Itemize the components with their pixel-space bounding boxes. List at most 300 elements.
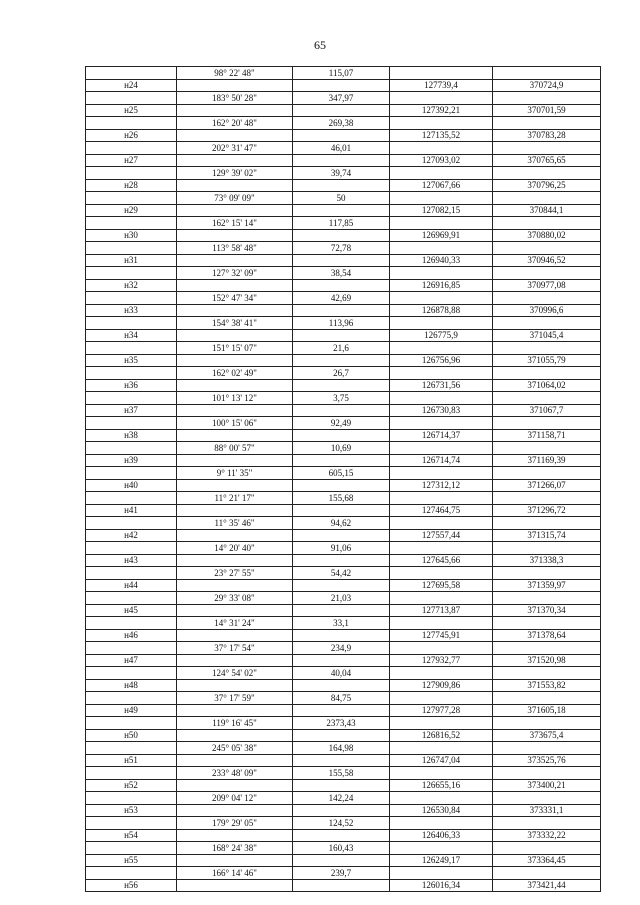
direction-angle-cell: 162° 02' 49" — [177, 367, 293, 380]
direction-angle-cell — [177, 79, 293, 92]
point-name-cell — [86, 467, 177, 480]
x-coordinate-cell — [390, 792, 493, 805]
y-coordinate-cell: 371169,39 — [493, 454, 601, 467]
point-name-cell: н40 — [86, 479, 177, 492]
direction-angle-cell: 179° 29' 05" — [177, 817, 293, 830]
x-coordinate-cell — [390, 92, 493, 105]
y-coordinate-cell: 373675,4 — [493, 729, 601, 742]
x-coordinate-cell — [390, 842, 493, 855]
table-row — [86, 567, 601, 580]
point-name-cell: н25 — [86, 104, 177, 117]
table-row — [86, 792, 601, 805]
y-coordinate-cell — [493, 867, 601, 880]
y-coordinate-cell — [493, 142, 601, 155]
table-row — [86, 617, 601, 630]
x-coordinate-cell: 126406,33 — [390, 829, 493, 842]
point-name-cell: н45 — [86, 604, 177, 617]
x-coordinate-cell: 126878,88 — [390, 304, 493, 317]
y-coordinate-cell — [493, 217, 601, 230]
direction-angle-cell: 9° 11' 35" — [177, 467, 293, 480]
x-coordinate-cell: 127739,4 — [390, 79, 493, 92]
y-coordinate-cell: 371045,4 — [493, 329, 601, 342]
x-coordinate-cell — [390, 567, 493, 580]
point-name-cell — [86, 567, 177, 580]
point-name-cell — [86, 867, 177, 880]
distance-cell: 124,52 — [293, 817, 390, 830]
direction-angle-cell: 100° 15' 06" — [177, 417, 293, 430]
y-coordinate-cell: 373400,21 — [493, 779, 601, 792]
point-name-cell — [86, 117, 177, 130]
direction-angle-cell — [177, 329, 293, 342]
direction-angle-cell — [177, 254, 293, 267]
x-coordinate-cell — [390, 167, 493, 180]
x-coordinate-cell: 126756,96 — [390, 354, 493, 367]
y-coordinate-cell: 371378,64 — [493, 629, 601, 642]
direction-angle-cell — [177, 204, 293, 217]
point-name-cell: н49 — [86, 704, 177, 717]
point-name-cell: н30 — [86, 229, 177, 242]
table-row — [86, 642, 601, 655]
y-coordinate-cell — [493, 92, 601, 105]
table-row — [86, 154, 601, 167]
point-name-cell: н56 — [86, 879, 177, 892]
table-row — [86, 492, 601, 505]
y-coordinate-cell: 370724,9 — [493, 79, 601, 92]
direction-angle-cell: 37° 17' 54" — [177, 642, 293, 655]
point-name-cell: н27 — [86, 154, 177, 167]
table-row — [86, 779, 601, 792]
point-name-cell: н51 — [86, 754, 177, 767]
y-coordinate-cell: 370844,1 — [493, 204, 601, 217]
direction-angle-cell: 14° 20' 40" — [177, 542, 293, 555]
point-name-cell: н44 — [86, 579, 177, 592]
distance-cell: 142,24 — [293, 792, 390, 805]
table-row — [86, 167, 601, 180]
y-coordinate-cell: 371067,7 — [493, 404, 601, 417]
distance-cell — [293, 779, 390, 792]
x-coordinate-cell: 126916,85 — [390, 279, 493, 292]
point-name-cell: н37 — [86, 404, 177, 417]
direction-angle-cell: 152° 47' 34" — [177, 292, 293, 305]
point-name-cell — [86, 167, 177, 180]
direction-angle-cell — [177, 454, 293, 467]
direction-angle-cell: 73° 09' 09" — [177, 192, 293, 205]
distance-cell — [293, 854, 390, 867]
direction-angle-cell — [177, 779, 293, 792]
point-name-cell — [86, 617, 177, 630]
y-coordinate-cell — [493, 742, 601, 755]
table-row — [86, 829, 601, 842]
direction-angle-cell: 101° 13' 12" — [177, 392, 293, 405]
table-row — [86, 667, 601, 680]
table-row — [86, 317, 601, 330]
direction-angle-cell — [177, 379, 293, 392]
direction-angle-cell — [177, 804, 293, 817]
x-coordinate-cell: 127067,66 — [390, 179, 493, 192]
direction-angle-cell: 129° 39' 02" — [177, 167, 293, 180]
y-coordinate-cell: 370880,02 — [493, 229, 601, 242]
x-coordinate-cell: 127392,21 — [390, 104, 493, 117]
y-coordinate-cell — [493, 167, 601, 180]
distance-cell — [293, 654, 390, 667]
y-coordinate-cell: 373421,44 — [493, 879, 601, 892]
table-row — [86, 529, 601, 542]
table-row — [86, 179, 601, 192]
y-coordinate-cell — [493, 467, 601, 480]
x-coordinate-cell — [390, 242, 493, 255]
x-coordinate-cell — [390, 142, 493, 155]
direction-angle-cell — [177, 354, 293, 367]
x-coordinate-cell — [390, 742, 493, 755]
distance-cell — [293, 179, 390, 192]
point-name-cell — [86, 642, 177, 655]
direction-angle-cell — [177, 179, 293, 192]
direction-angle-cell — [177, 754, 293, 767]
y-coordinate-cell — [493, 267, 601, 280]
y-coordinate-cell: 370783,28 — [493, 129, 601, 142]
y-coordinate-cell: 371266,07 — [493, 479, 601, 492]
y-coordinate-cell: 371553,82 — [493, 679, 601, 692]
distance-cell: 160,43 — [293, 842, 390, 855]
distance-cell: 54,42 — [293, 567, 390, 580]
distance-cell: 3,75 — [293, 392, 390, 405]
y-coordinate-cell — [493, 642, 601, 655]
y-coordinate-cell — [493, 567, 601, 580]
table-row — [86, 142, 601, 155]
table-row — [86, 379, 601, 392]
table-row — [86, 592, 601, 605]
point-name-cell: н38 — [86, 429, 177, 442]
point-name-cell — [86, 92, 177, 105]
distance-cell: 26,7 — [293, 367, 390, 380]
direction-angle-cell — [177, 729, 293, 742]
x-coordinate-cell: 127082,15 — [390, 204, 493, 217]
table-row — [86, 117, 601, 130]
point-name-cell — [86, 267, 177, 280]
distance-cell — [293, 254, 390, 267]
distance-cell: 91,06 — [293, 542, 390, 555]
point-name-cell — [86, 217, 177, 230]
point-name-cell — [86, 317, 177, 330]
table-row — [86, 467, 601, 480]
direction-angle-cell: 113° 58' 48" — [177, 242, 293, 255]
x-coordinate-cell — [390, 317, 493, 330]
distance-cell — [293, 604, 390, 617]
point-name-cell: н52 — [86, 779, 177, 792]
direction-angle-cell: 11° 21' 17" — [177, 492, 293, 505]
table-row — [86, 629, 601, 642]
distance-cell — [293, 579, 390, 592]
table-row — [86, 842, 601, 855]
x-coordinate-cell: 126655,16 — [390, 779, 493, 792]
point-name-cell — [86, 842, 177, 855]
x-coordinate-cell: 126775,9 — [390, 329, 493, 342]
point-name-cell: н36 — [86, 379, 177, 392]
point-name-cell: н35 — [86, 354, 177, 367]
table-row — [86, 504, 601, 517]
x-coordinate-cell: 127464,75 — [390, 504, 493, 517]
table-row — [86, 404, 601, 417]
distance-cell — [293, 529, 390, 542]
direction-angle-cell — [177, 229, 293, 242]
distance-cell — [293, 379, 390, 392]
distance-cell: 269,38 — [293, 117, 390, 130]
y-coordinate-cell: 371338,3 — [493, 554, 601, 567]
point-name-cell — [86, 492, 177, 505]
y-coordinate-cell — [493, 192, 601, 205]
direction-angle-cell — [177, 404, 293, 417]
x-coordinate-cell — [390, 192, 493, 205]
table-row — [86, 292, 601, 305]
y-coordinate-cell: 373364,45 — [493, 854, 601, 867]
direction-angle-cell — [177, 704, 293, 717]
distance-cell — [293, 304, 390, 317]
distance-cell: 21,6 — [293, 342, 390, 355]
table-row — [86, 454, 601, 467]
direction-angle-cell: 154° 38' 41" — [177, 317, 293, 330]
y-coordinate-cell — [493, 492, 601, 505]
distance-cell — [293, 204, 390, 217]
x-coordinate-cell — [390, 467, 493, 480]
table-row — [86, 879, 601, 892]
distance-cell — [293, 879, 390, 892]
x-coordinate-cell: 127932,77 — [390, 654, 493, 667]
point-name-cell — [86, 692, 177, 705]
table-row — [86, 479, 601, 492]
direction-angle-cell — [177, 604, 293, 617]
coordinates-table-body — [86, 67, 601, 892]
y-coordinate-cell — [493, 242, 601, 255]
table-row — [86, 604, 601, 617]
x-coordinate-cell: 126731,56 — [390, 379, 493, 392]
table-row — [86, 67, 601, 80]
x-coordinate-cell — [390, 67, 493, 80]
y-coordinate-cell: 371055,79 — [493, 354, 601, 367]
table-row — [86, 429, 601, 442]
table-row — [86, 367, 601, 380]
direction-angle-cell: 166° 14' 46" — [177, 867, 293, 880]
x-coordinate-cell — [390, 767, 493, 780]
direction-angle-cell — [177, 679, 293, 692]
distance-cell — [293, 479, 390, 492]
y-coordinate-cell: 370946,52 — [493, 254, 601, 267]
distance-cell: 50 — [293, 192, 390, 205]
direction-angle-cell: 11° 35' 46" — [177, 517, 293, 530]
table-row — [86, 704, 601, 717]
direction-angle-cell: 202° 31' 47" — [177, 142, 293, 155]
table-row — [86, 192, 601, 205]
direction-angle-cell: 23° 27' 55" — [177, 567, 293, 580]
point-name-cell: н24 — [86, 79, 177, 92]
point-name-cell: н28 — [86, 179, 177, 192]
y-coordinate-cell: 370796,25 — [493, 179, 601, 192]
direction-angle-cell: 29° 33' 08" — [177, 592, 293, 605]
point-name-cell — [86, 742, 177, 755]
y-coordinate-cell — [493, 367, 601, 380]
table-row — [86, 767, 601, 780]
point-name-cell — [86, 417, 177, 430]
table-row — [86, 92, 601, 105]
y-coordinate-cell: 371605,18 — [493, 704, 601, 717]
distance-cell — [293, 629, 390, 642]
point-name-cell — [86, 142, 177, 155]
point-name-cell — [86, 667, 177, 680]
distance-cell — [293, 429, 390, 442]
x-coordinate-cell: 127909,86 — [390, 679, 493, 692]
direction-angle-cell — [177, 479, 293, 492]
table-row — [86, 417, 601, 430]
distance-cell — [293, 154, 390, 167]
x-coordinate-cell — [390, 692, 493, 705]
direction-angle-cell — [177, 829, 293, 842]
direction-angle-cell — [177, 279, 293, 292]
direction-angle-cell: 124° 54' 02" — [177, 667, 293, 680]
x-coordinate-cell: 127093,02 — [390, 154, 493, 167]
y-coordinate-cell — [493, 767, 601, 780]
direction-angle-cell: 162° 20' 48" — [177, 117, 293, 130]
table-row — [86, 754, 601, 767]
direction-angle-cell: 88° 00' 57" — [177, 442, 293, 455]
distance-cell — [293, 554, 390, 567]
point-name-cell: н26 — [86, 129, 177, 142]
y-coordinate-cell: 370701,59 — [493, 104, 601, 117]
x-coordinate-cell: 127977,28 — [390, 704, 493, 717]
table-row — [86, 329, 601, 342]
distance-cell — [293, 79, 390, 92]
point-name-cell: н46 — [86, 629, 177, 642]
distance-cell: 10,69 — [293, 442, 390, 455]
direction-angle-cell: 168° 24' 38" — [177, 842, 293, 855]
x-coordinate-cell: 126940,33 — [390, 254, 493, 267]
distance-cell: 84,75 — [293, 692, 390, 705]
direction-angle-cell — [177, 104, 293, 117]
table-row — [86, 817, 601, 830]
direction-angle-cell: 127° 32' 09" — [177, 267, 293, 280]
y-coordinate-cell — [493, 717, 601, 730]
direction-angle-cell — [177, 129, 293, 142]
point-name-cell — [86, 192, 177, 205]
direction-angle-cell — [177, 654, 293, 667]
y-coordinate-cell — [493, 542, 601, 555]
direction-angle-cell: 162° 15' 14" — [177, 217, 293, 230]
point-name-cell — [86, 242, 177, 255]
distance-cell: 155,58 — [293, 767, 390, 780]
distance-cell — [293, 754, 390, 767]
table-row — [86, 692, 601, 705]
table-row — [86, 229, 601, 242]
x-coordinate-cell — [390, 367, 493, 380]
y-coordinate-cell — [493, 117, 601, 130]
point-name-cell — [86, 817, 177, 830]
table-row — [86, 654, 601, 667]
table-row — [86, 79, 601, 92]
point-name-cell: н39 — [86, 454, 177, 467]
coordinates-table — [85, 66, 601, 892]
y-coordinate-cell — [493, 842, 601, 855]
y-coordinate-cell: 371359,97 — [493, 579, 601, 592]
direction-angle-cell: 119° 16' 45" — [177, 717, 293, 730]
x-coordinate-cell: 126249,17 — [390, 854, 493, 867]
y-coordinate-cell — [493, 817, 601, 830]
x-coordinate-cell — [390, 642, 493, 655]
point-name-cell: н47 — [86, 654, 177, 667]
table-row — [86, 517, 601, 530]
point-name-cell: н31 — [86, 254, 177, 267]
y-coordinate-cell: 370996,6 — [493, 304, 601, 317]
table-row — [86, 854, 601, 867]
direction-angle-cell: 183° 50' 28" — [177, 92, 293, 105]
x-coordinate-cell — [390, 267, 493, 280]
distance-cell — [293, 329, 390, 342]
point-name-cell — [86, 717, 177, 730]
table-row — [86, 804, 601, 817]
direction-angle-cell — [177, 529, 293, 542]
distance-cell — [293, 104, 390, 117]
table-row — [86, 679, 601, 692]
distance-cell: 46,01 — [293, 142, 390, 155]
y-coordinate-cell: 371158,71 — [493, 429, 601, 442]
table-row — [86, 579, 601, 592]
table-row — [86, 392, 601, 405]
point-name-cell: н48 — [86, 679, 177, 692]
distance-cell: 21,03 — [293, 592, 390, 605]
distance-cell: 117,85 — [293, 217, 390, 230]
direction-angle-cell — [177, 504, 293, 517]
distance-cell: 38,54 — [293, 267, 390, 280]
point-name-cell — [86, 542, 177, 555]
distance-cell: 113,96 — [293, 317, 390, 330]
y-coordinate-cell: 371520,98 — [493, 654, 601, 667]
point-name-cell — [86, 392, 177, 405]
page-number: 65 — [314, 38, 326, 52]
distance-cell: 115,07 — [293, 67, 390, 80]
direction-angle-cell — [177, 879, 293, 892]
y-coordinate-cell — [493, 517, 601, 530]
y-coordinate-cell — [493, 67, 601, 80]
distance-cell: 42,69 — [293, 292, 390, 305]
y-coordinate-cell: 370765,65 — [493, 154, 601, 167]
distance-cell: 239,7 — [293, 867, 390, 880]
table-row — [86, 304, 601, 317]
table-row — [86, 717, 601, 730]
point-name-cell: н29 — [86, 204, 177, 217]
table-row — [86, 242, 601, 255]
point-name-cell — [86, 367, 177, 380]
y-coordinate-cell: 373332,22 — [493, 829, 601, 842]
point-name-cell — [86, 517, 177, 530]
table-row — [86, 104, 601, 117]
point-name-cell: н54 — [86, 829, 177, 842]
x-coordinate-cell — [390, 292, 493, 305]
direction-angle-cell — [177, 554, 293, 567]
table-row — [86, 217, 601, 230]
y-coordinate-cell — [493, 667, 601, 680]
point-name-cell: н43 — [86, 554, 177, 567]
point-name-cell — [86, 792, 177, 805]
y-coordinate-cell: 371370,34 — [493, 604, 601, 617]
distance-cell — [293, 504, 390, 517]
distance-cell: 92,49 — [293, 417, 390, 430]
distance-cell — [293, 829, 390, 842]
x-coordinate-cell — [390, 592, 493, 605]
y-coordinate-cell: 371315,74 — [493, 529, 601, 542]
table-row — [86, 729, 601, 742]
point-name-cell: н55 — [86, 854, 177, 867]
x-coordinate-cell: 127312,12 — [390, 479, 493, 492]
point-name-cell — [86, 767, 177, 780]
x-coordinate-cell — [390, 867, 493, 880]
x-coordinate-cell: 127135,52 — [390, 129, 493, 142]
